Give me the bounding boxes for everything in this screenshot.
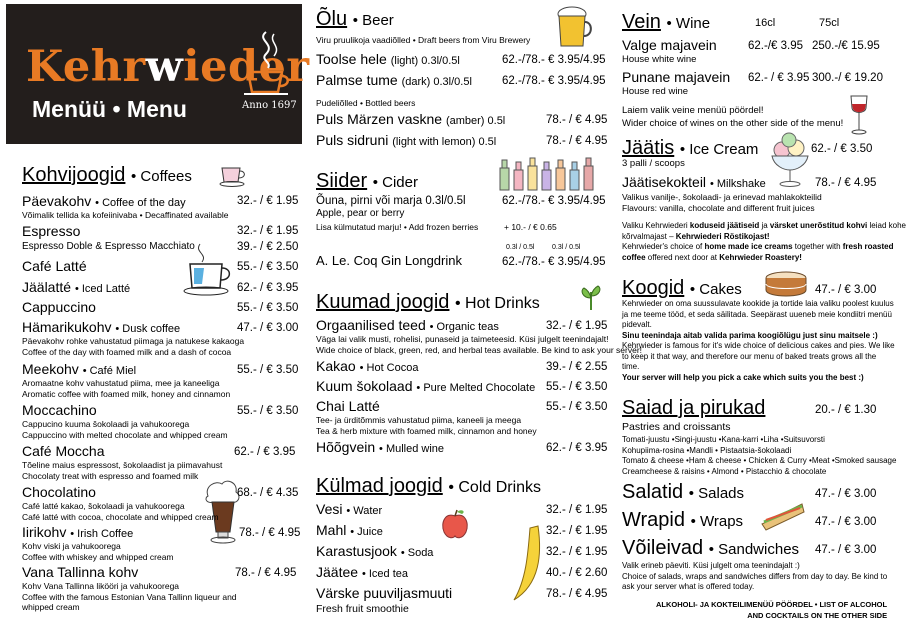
- desc-chai-latte: Tee- ja ürditõmmis vahustatud piima, kaneeli ja meega Tea & herb mixture with foamed milk, cinnamon and honey: [316, 415, 537, 436]
- item-jaalatte: Jäälatté • Iced Latté: [22, 279, 131, 295]
- price-mahl: 32.- / € 1.95: [546, 525, 608, 537]
- price-jaatee: 40.- / € 2.60: [546, 567, 608, 579]
- price-espresso: 32.- / € 1.95: [237, 225, 299, 237]
- price-puls-marzen: 78.- / € 4.95: [546, 114, 608, 126]
- ice-cream-heading: Jäätis • Ice Cream: [622, 137, 759, 159]
- wraps-heading: Wrapid • Wraps: [622, 509, 744, 531]
- coffees-heading: Kohvijoogid • Coffees: [22, 164, 192, 186]
- item-kuum-sokolaad: Kuum šokolaad • Pure Melted Chocolate: [316, 378, 536, 394]
- item-toolse: Toolse hele (light) 0.3l/0.5l: [316, 51, 460, 67]
- price-cafe-moccha: 62.- / € 3.95: [234, 446, 296, 458]
- price-valge-16: 62.-/€ 3.95: [748, 40, 803, 52]
- wine-col-75cl: 75cl: [819, 17, 840, 29]
- item-organic-teas: Orgaanilised teed • Organic teas: [316, 317, 499, 333]
- cakes-heading: Koogid • Cakes: [622, 277, 742, 299]
- item-paevakohv: Päevakohv • Coffee of the day: [22, 193, 186, 209]
- desc-organic-teas: Väga lai valik musti, rohelisi, punaseid ja taimeteesid. Küsi julgelt teenindajalt! Wide choice of black, green, red, and herbal teas available. Be kind to ask your server!: [316, 334, 643, 355]
- apple-icon: [440, 508, 470, 542]
- price-pastries: 20.- / € 1.30: [815, 404, 877, 416]
- item-palmse: Palmse tume (dark) 0.3l/0.5l: [316, 72, 472, 88]
- price-wraps: 47.- / € 3.00: [815, 516, 877, 528]
- wine-heading: Vein • Wine: [622, 11, 711, 33]
- ice-scoops: 3 palli / scoops: [622, 158, 685, 169]
- item-cider: Õuna, pirni või marja 0.3l/0.5l: [316, 195, 466, 207]
- cider-frozen: Lisa külmutatud marju! • Add frozen berries: [316, 222, 479, 232]
- price-jaalatte: 62.- / € 3.95: [237, 282, 299, 294]
- cider-heading: Siider • Cider: [316, 170, 418, 192]
- item-chai-latte: Chai Latté: [316, 398, 380, 414]
- anno-year: Anno 1697: [242, 100, 297, 111]
- item-jaatisekokteil: Jäätisekokteil • Milkshake: [622, 174, 766, 190]
- item-smoothie: Värske puuviljasmuuti: [316, 585, 453, 601]
- price-toolse: 62.-/78.- € 3.95/4.95: [502, 54, 606, 66]
- wine-col-16cl: 16cl: [755, 17, 776, 29]
- price-punane-75: 300.-/ € 19.20: [812, 72, 883, 84]
- price-sandwiches: 47.- / € 3.00: [815, 544, 877, 556]
- item-jaatee: Jäätee • Iced tea: [316, 564, 408, 580]
- footer-note: ALKOHOLI- JA KOKTEILIMENÜÜ PÖÖRDEL • LIST OF ALCOHOL AND COCKTAILS ON THE OTHER SIDE: [656, 600, 888, 620]
- price-vesi: 32.- / € 1.95: [546, 504, 608, 516]
- item-moccachino: Moccachino: [22, 402, 97, 418]
- desc-moccachino: Cappucino kuuma šokolaadi ja vahukoorega Cappuccino with melted chocolate and whipped cream: [22, 419, 228, 440]
- price-cafe-latte: 55.- / € 3.50: [237, 261, 299, 273]
- item-vana-tallinna: Vana Tallinna kohv: [22, 564, 139, 580]
- beer-subtitle: Viru pruulikoja vaadiõlled • Draft beers from Viru Brewery: [316, 35, 531, 45]
- menu-subtitle: Menüü • Menu: [32, 96, 187, 122]
- item-puls-marzen: Puls Märzen vaskne (amber) 0.5l: [316, 111, 506, 127]
- price-kakao: 39.- / € 2.55: [546, 361, 608, 373]
- price-karastusjook: 32.- / € 1.95: [546, 546, 608, 558]
- coffee-mug-icon: [182, 242, 234, 296]
- item-mahl: Mahl • Juice: [316, 522, 383, 538]
- price-cider: 62.-/78.- € 3.95/4.95: [502, 195, 606, 207]
- beer-mug-icon: [554, 4, 594, 50]
- brand-name: Kehrwieder: [26, 42, 310, 92]
- price-smoothie: 78.- / € 4.95: [546, 588, 608, 600]
- price-palmse: 62.-/78.- € 3.95/4.95: [502, 75, 606, 87]
- price-milkshake: 78.- / € 4.95: [815, 177, 877, 189]
- item-iirikohv: Iirikohv • Irish Coffee: [22, 524, 134, 540]
- logo-panel: [6, 4, 310, 144]
- price-espresso-doble: 39.- / € 2.50: [237, 241, 299, 253]
- pastries-subtitle: Pastries and croissants: [622, 421, 731, 433]
- item-chocolatino: Chocolatino: [22, 484, 96, 500]
- item-puls-sidruni: Puls sidruni (light with lemon) 0.5l: [316, 132, 497, 148]
- item-cafe-moccha: Café Moccha: [22, 443, 105, 459]
- price-meekohv: 55.- / € 3.50: [237, 364, 299, 376]
- price-chocolatino: 68.- / € 4.35: [237, 487, 299, 499]
- bottled-label: Pudeliõlled • Bottled beers: [316, 98, 416, 108]
- price-cakes: 47.- / € 3.00: [815, 284, 877, 296]
- ice-desc: Valikus vanilje-, šokolaadi- ja erinevad mahlakokteilid Flavours: vanilla, chocolate and different fruit juices: [622, 192, 822, 213]
- sandwiches-desc: Valik erineb päeviti. Küsi julgelt oma teenindajalt :) Choice of salads, wraps and sandwiches differs from day to day. Be kind to ask your server what is offered today.: [622, 561, 888, 591]
- price-moccachino: 55.- / € 3.50: [237, 405, 299, 417]
- price-ice-cream: 62.- / € 3.50: [811, 143, 873, 155]
- cakes-desc: Kehrwieder on oma suussulavate kookide ja tortide laia valiku poolest kuulus ja me teeme tööd, et seda säilitada. Seepärast uueneb meie kondiitri menüü pidevalt. Sinu teenindaja aitab valida parima koogiõlügu just sinu maitsele :) Kehrwieder is famous for it's wide choice of delicious cakes and pies. We like to keep it that way, and therefore our menu of baked treats grows all the time. Your server will help you pick a cake which suits you the best :): [622, 299, 895, 382]
- price-valge-75: 250.-/€ 15.95: [812, 40, 880, 52]
- desc-chocolatino: Café latté kakao, šokolaadi ja vahukoorega Café latté with cocoa, chocolate and whipped cream: [22, 501, 219, 522]
- price-hoogvein: 62.- / € 3.95: [546, 442, 608, 454]
- item-cappuccino: Cappuccino: [22, 299, 96, 315]
- cider-desc: Apple, pear or berry: [316, 208, 405, 219]
- herb-icon: [578, 284, 604, 312]
- item-valge-majavein: Valge majavein: [622, 37, 717, 53]
- sandwiches-heading: Võileivad • Sandwiches: [622, 537, 800, 559]
- item-karastusjook: Karastusjook • Soda: [316, 543, 434, 559]
- wine-glass-icon: [848, 92, 870, 136]
- pastries-heading: Saiad ja pirukad: [622, 397, 766, 419]
- bottles-icon: [498, 156, 606, 192]
- gin-size-1: 0.3l / 0.5l: [506, 244, 535, 251]
- beer-heading: Õlu • Beer: [316, 8, 394, 30]
- price-gin: 62.-/78.- € 3.95/4.95: [502, 256, 606, 268]
- gin-size-2: 0.3l / 0.5l: [552, 244, 581, 251]
- desc-paevakohv: Võimalik tellida ka kofeiinivaba • Decaffinated available: [22, 210, 229, 220]
- desc-cafe-moccha: Tõeline maius espressost, šokolaadist ja piimavahust Chocolaty treat with espresso and foamed milk: [22, 460, 223, 481]
- wine-note: Laiem valik veine menüü pöördel! Wider choice of wines on the other side of the menu!: [622, 105, 844, 129]
- roastery-note: Valiku Kehrwiederi koduseid jäätiseid ja värsket unerõstitud kohvi leiad kohe kõrvalmajast – Kehrwiederi Röstikojast! Kehrwieder's choice of home made ice creams together with fresh roasted coffee offered next door at Kehrwieder Roastery!: [622, 221, 906, 262]
- desc-vana-tallinna: Kohv Vana Tallinna likööri ja vahukoorega Coffee with the famous Estonian Vana Tallinn liqueur and whipped cream: [22, 581, 237, 612]
- price-puls-sidruni: 78.- / € 4.95: [546, 135, 608, 147]
- item-gin-longdrink: A. Le. Coq Gin Longdrink: [316, 253, 462, 268]
- desc-valge: House white wine: [622, 54, 697, 65]
- item-meekohv: Meekohv • Café Miel: [22, 361, 137, 377]
- price-kuum-sokolaad: 55.- / € 3.50: [546, 381, 608, 393]
- item-hoogvein: Hõõgvein • Mulled wine: [316, 439, 445, 455]
- price-cappuccino: 55.- / € 3.50: [237, 302, 299, 314]
- ice-cream-sundae-icon: [770, 132, 810, 188]
- price-punane-16: 62.- / € 3.95: [748, 72, 810, 84]
- desc-iirikohv: Kohv viski ja vahukoorega Coffee with whiskey and whipped cream: [22, 541, 174, 562]
- item-punane-majavein: Punane majavein: [622, 69, 731, 85]
- item-espresso-doble: Espresso Doble & Espresso Macchiato: [22, 241, 195, 252]
- item-kakao: Kakao • Hot Cocoa: [316, 358, 419, 374]
- item-espresso: Espresso: [22, 223, 81, 239]
- price-vana-tallinna: 78.- / € 4.95: [235, 567, 297, 579]
- price-organic-teas: 32.- / € 1.95: [546, 320, 608, 332]
- price-paevakohv: 32.- / € 1.95: [237, 195, 299, 207]
- desc-meekohv: Aromaatne kohv vahustatud piima, mee ja kaneeliga Aromatic coffee with foamed milk, honey and cinnamon: [22, 378, 231, 399]
- salads-heading: Salatid • Salads: [622, 481, 745, 503]
- coffee-cup-logo-icon: [242, 30, 292, 100]
- cold-heading: Külmad joogid • Cold Drinks: [316, 475, 542, 497]
- teacup-icon: [218, 160, 250, 188]
- item-hamarikukohv: Hämarikukohv • Dusk coffee: [22, 319, 181, 335]
- price-iirikohv: 78.- / € 4.95: [239, 527, 301, 539]
- smoothie-desc: Fresh fruit smoothie: [316, 603, 409, 615]
- item-cafe-latte: Café Latté: [22, 258, 87, 274]
- price-frozen: + 10.- / € 0.65: [504, 222, 557, 232]
- pastries-list: Tomati-juustu •Singi-juustu •Kana-karri •Liha •Suitsuvorsti Kohupiima-rosina •Mandli • Pistaatsia-šokolaadi Tomato & cheese •Ham & cheese • Chicken & Curry •Meat •Smoked sausage Creamcheese & raisins • Almond • Pistacchio & chocolate: [622, 435, 897, 476]
- sandwich-icon: [758, 498, 808, 534]
- desc-hamarikukohv: Päevakohv rohke vahustatud piimaga ja natukese kakaoga Coffee of the day with foamed milk and a dash of cocoa: [22, 336, 245, 357]
- cake-icon: [764, 270, 808, 300]
- hot-heading: Kuumad joogid • Hot Drinks: [316, 291, 540, 313]
- item-vesi: Vesi • Water: [316, 501, 383, 517]
- price-chai-latte: 55.- / € 3.50: [546, 401, 608, 413]
- price-hamarikukohv: 47.- / € 3.00: [237, 322, 299, 334]
- banana-icon: [508, 524, 548, 604]
- price-salads: 47.- / € 3.00: [815, 488, 877, 500]
- desc-punane: House red wine: [622, 86, 689, 97]
